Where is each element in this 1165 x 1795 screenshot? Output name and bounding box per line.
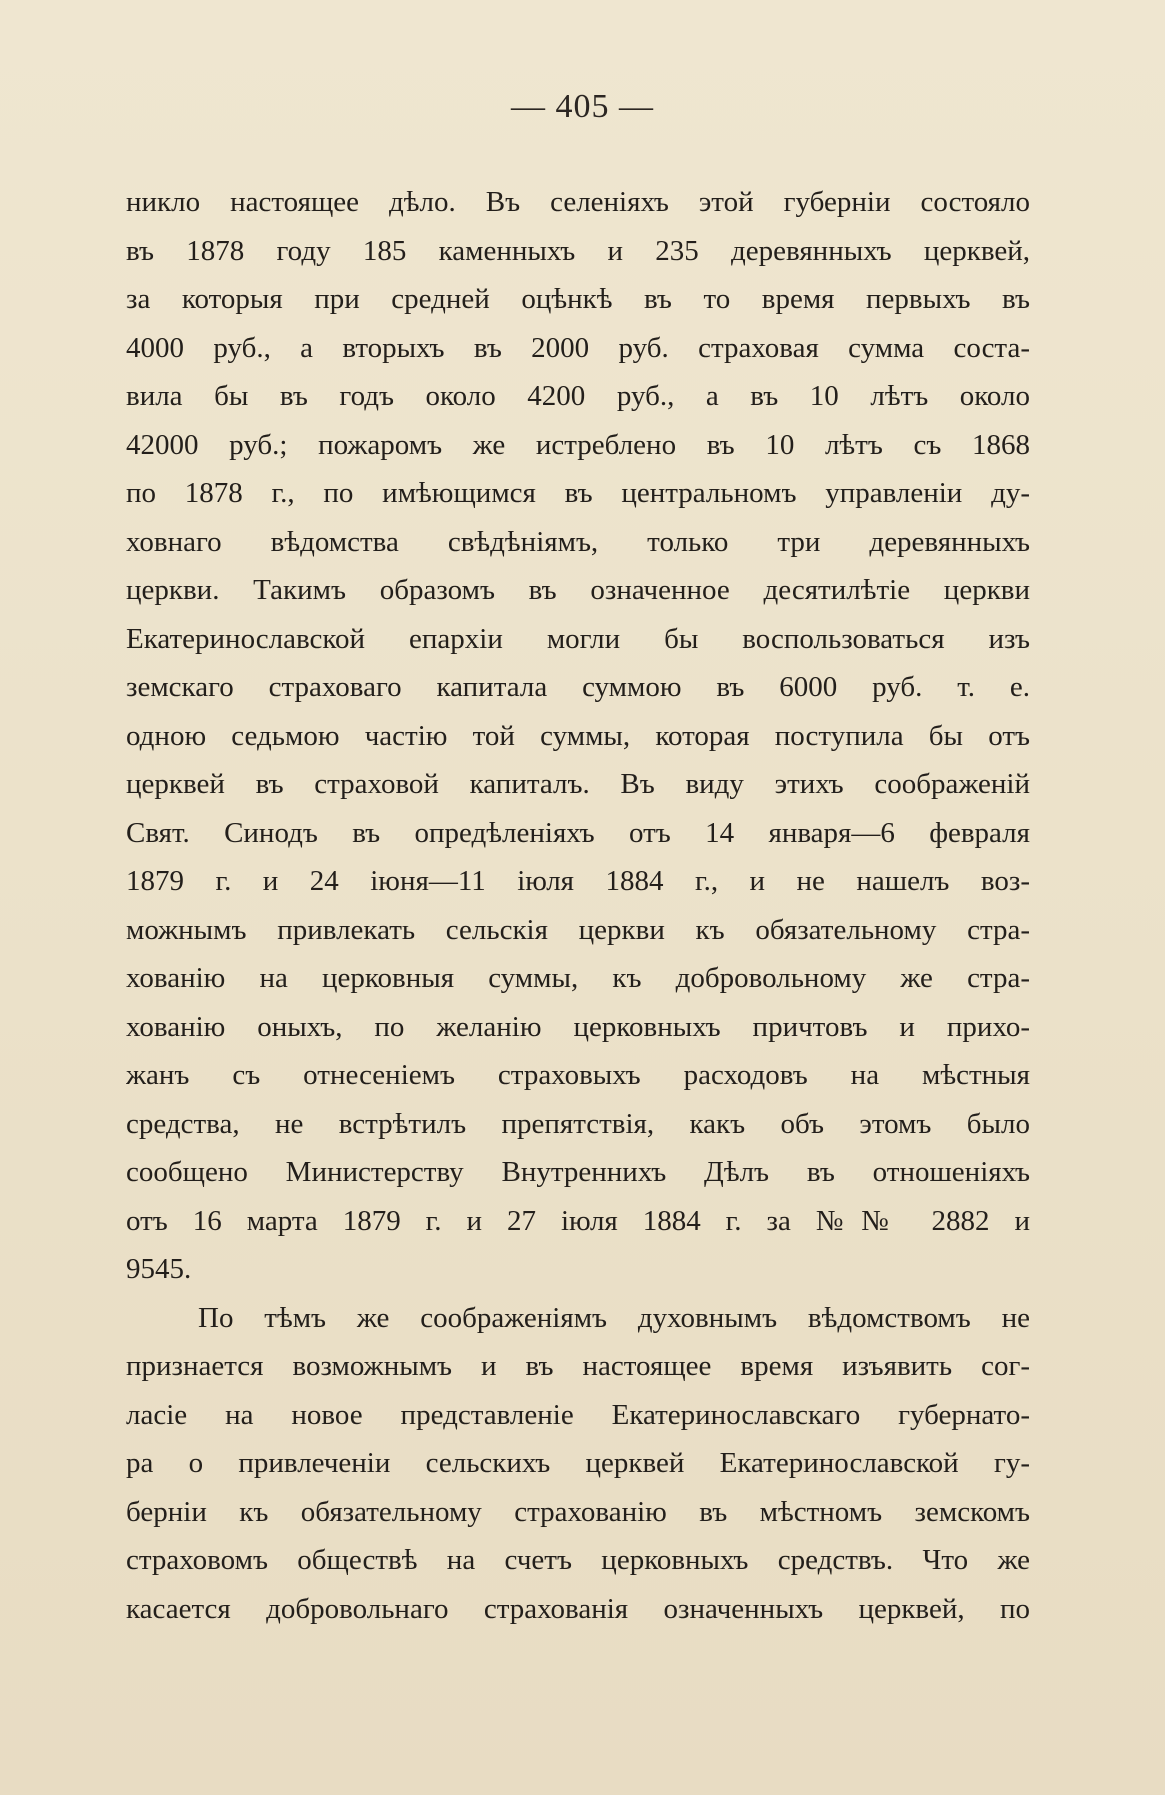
text-line: вила бы въ годъ около 4200 руб., а въ 10 лѣтъ около — [126, 380, 1030, 412]
text-line: ховнаго вѣдомства свѣдѣніямъ, только три деревянныхъ — [126, 525, 1030, 558]
text-line: хованію на церковныя суммы, къ добровольному же стра- — [126, 962, 1030, 994]
text-line: страховомъ обществѣ на счетъ церковныхъ средствъ. Что же — [126, 1544, 1030, 1576]
text-line: никло настоящее дѣло. Въ селеніяхъ этой губерніи состояло — [126, 186, 1030, 218]
text-line: сообщено Министерству Внутреннихъ Дѣлъ въ отношеніяхъ — [126, 1156, 1030, 1188]
text-line: ласіе на новое представленіе Екатеринославскаго губернато- — [126, 1398, 1030, 1431]
text-line: церкви. Такимъ образомъ въ означенное десятилѣтіе церкви — [126, 574, 1030, 606]
text-line: по 1878 г., по имѣющимся въ центральномъ управленіи ду- — [126, 477, 1030, 509]
text-line: 9545. — [126, 1253, 192, 1285]
text-line: за которыя при средней оцѣнкѣ въ то время первыхъ въ — [126, 283, 1030, 315]
text-line: церквей въ страховой капиталъ. Въ виду этихъ соображеній — [126, 768, 1030, 800]
text-line: 1879 г. и 24 іюня—11 іюля 1884 г., и не нашелъ воз- — [126, 865, 1030, 897]
body-text — [126, 178, 1030, 1633]
text-line: средства, не встрѣтилъ препятствія, какъ объ этомъ было — [126, 1107, 1030, 1140]
text-line: По тѣмъ же соображеніямъ духовнымъ вѣдомствомъ не — [198, 1301, 1030, 1334]
text-line: земскаго страховаго капитала суммою въ 6000 руб. т. е. — [126, 671, 1030, 703]
text-line: ра о привлеченіи сельскихъ церквей Екатеринославской гу- — [126, 1447, 1030, 1479]
text-line: 4000 руб., а вторыхъ въ 2000 руб. страховая сумма соста- — [126, 331, 1030, 364]
text-line: отъ 16 марта 1879 г. и 27 іюля 1884 г. за №№ 2882 и — [126, 1204, 1030, 1237]
text-line: можнымъ привлекать сельскія церкви къ обязательному стра- — [126, 913, 1030, 946]
text-line: берніи къ обязательному страхованію въ мѣстномъ земскомъ — [126, 1495, 1030, 1528]
text-line: одною седьмою частію той суммы, которая поступила бы отъ — [126, 719, 1030, 752]
text-line: 42000 руб.; пожаромъ же истреблено въ 10 лѣтъ съ 1868 — [126, 428, 1030, 461]
text-line: Свят. Синодъ въ опредѣленіяхъ отъ 14 января—6 февраля — [126, 816, 1030, 849]
text-line: въ 1878 году 185 каменныхъ и 235 деревянныхъ церквей, — [126, 234, 1030, 267]
text-line: Екатеринославской епархіи могли бы воспользоваться изъ — [126, 622, 1030, 655]
page-number: — 405 — — [511, 88, 654, 125]
text-line: хованію оныхъ, по желанію церковныхъ причтовъ и прихо- — [126, 1010, 1030, 1043]
text-line: признается возможнымъ и въ настоящее время изъявить сог- — [126, 1350, 1030, 1382]
text-line: касается добровольнаго страхованія означенныхъ церквей, по — [126, 1592, 1030, 1625]
text-line: жанъ съ отнесеніемъ страховыхъ расходовъ на мѣстныя — [126, 1059, 1030, 1091]
